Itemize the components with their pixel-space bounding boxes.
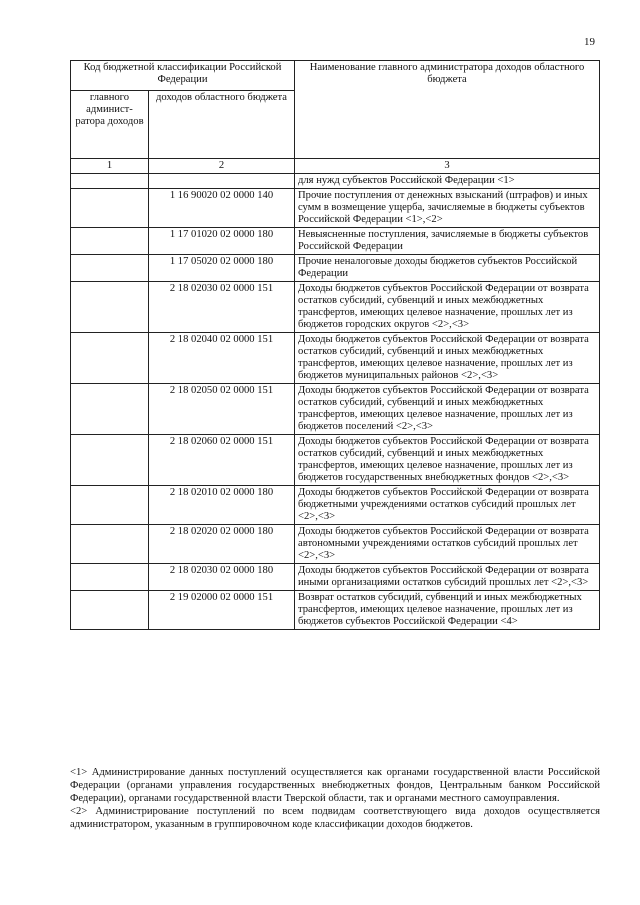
row-admin bbox=[71, 564, 149, 591]
row-name: Прочие неналоговые доходы бюджетов субъектов Российской Федерации bbox=[295, 255, 600, 282]
row-name: Доходы бюджетов субъектов Российской Федерации от возврата бюджетными учреждениями остатков субсидий прошлых лет <2>,<3> bbox=[295, 486, 600, 525]
col-number-3: 3 bbox=[295, 159, 600, 174]
row-name: для нужд субъектов Российской Федерации <1> bbox=[295, 174, 600, 189]
row-code: 2 18 02030 02 0000 151 bbox=[149, 282, 295, 333]
row-name: Доходы бюджетов субъектов Российской Федерации от возврата иными организациями остатков субсидий прошлых лет <2>,<3> bbox=[295, 564, 600, 591]
row-code: 2 18 02050 02 0000 151 bbox=[149, 384, 295, 435]
row-admin bbox=[71, 435, 149, 486]
row-code: 2 19 02000 02 0000 151 bbox=[149, 591, 295, 630]
row-admin bbox=[71, 282, 149, 333]
row-admin bbox=[71, 189, 149, 228]
row-name: Доходы бюджетов субъектов Российской Федерации от возврата остатков субсидий, субвенций и иных межбюджетных трансфертов, имеющих целевое назначение, прошлых лет из бюджетов государственных внебюджетных фондов <2>,<3> bbox=[295, 435, 600, 486]
footnote-1: <1> Администрирование данных поступлений осуществляется как органами государственной власти Российской Федерации (органами управления государственных внебюджетных фондов, Центральным банком Российской Федерации), органами государственной власти Тверской области, так и органами местного самоуправления. bbox=[70, 767, 600, 804]
row-name: Доходы бюджетов субъектов Российской Федерации от возврата остатков субсидий, субвенций и иных межбюджетных трансфертов, имеющих целевое назначение, прошлых лет из бюджетов поселений <2>,<3> bbox=[295, 384, 600, 435]
header-col3-name: Наименование главного администратора доходов областного бюджета bbox=[295, 61, 600, 159]
table-row bbox=[71, 435, 600, 486]
row-code: 1 17 05020 02 0000 180 bbox=[149, 255, 295, 282]
row-name: Возврат остатков субсидий, субвенций и иных межбюджетных трансфертов, имеющих целевое назначение, прошлых лет из бюджетов субъектов Российской Федерации <4> bbox=[295, 591, 600, 630]
row-code: 2 18 02060 02 0000 151 bbox=[149, 435, 295, 486]
table-row bbox=[71, 384, 600, 435]
row-code: 1 17 01020 02 0000 180 bbox=[149, 228, 295, 255]
row-admin bbox=[71, 174, 149, 189]
row-admin bbox=[71, 384, 149, 435]
row-name: Доходы бюджетов субъектов Российской Федерации от возврата остатков субсидий, субвенций и иных межбюджетных трансфертов, имеющих целевое назначение, прошлых лет из бюджетов муниципальных районов <2>,<3> bbox=[295, 333, 600, 384]
footnotes bbox=[70, 766, 600, 831]
table-row bbox=[71, 189, 600, 228]
row-name: Невыясненные поступления, зачисляемые в бюджеты субъектов Российской Федерации bbox=[295, 228, 600, 255]
col-number-2: 2 bbox=[149, 159, 295, 174]
page-number: 19 bbox=[584, 36, 595, 48]
row-admin bbox=[71, 333, 149, 384]
row-name: Прочие поступления от денежных взысканий (штрафов) и иных сумм в возмещение ущерба, зачисляемые в бюджеты субъектов Российской Федерации <1>,<2> bbox=[295, 189, 600, 228]
row-code: 1 16 90020 02 0000 140 bbox=[149, 189, 295, 228]
table-row bbox=[71, 282, 600, 333]
row-name: Доходы бюджетов субъектов Российской Федерации от возврата остатков субсидий, субвенций и иных межбюджетных трансфертов, имеющих целевое назначение, прошлых лет из бюджетов городских округов <2>,<3> bbox=[295, 282, 600, 333]
row-code: 2 18 02030 02 0000 180 bbox=[149, 564, 295, 591]
table-row bbox=[71, 525, 600, 564]
table-row bbox=[71, 591, 600, 630]
footnote-2: <2> Администрирование поступлений по всем подвидам соответствующего вида доходов осуществляется администратором, указанным в группировочном коде классификации доходов бюджетов. bbox=[70, 806, 600, 830]
table-row bbox=[71, 228, 600, 255]
header-group-title: Код бюджетной классификации Российской Федерации bbox=[71, 61, 295, 91]
table-row bbox=[71, 255, 600, 282]
row-admin bbox=[71, 525, 149, 564]
budget-classification-table bbox=[70, 60, 600, 630]
row-admin bbox=[71, 228, 149, 255]
row-code: 2 18 02040 02 0000 151 bbox=[149, 333, 295, 384]
table-row bbox=[71, 333, 600, 384]
row-name: Доходы бюджетов субъектов Российской Федерации от возврата автономными учреждениями остатков субсидий прошлых лет <2>,<3> bbox=[295, 525, 600, 564]
row-code: 2 18 02010 02 0000 180 bbox=[149, 486, 295, 525]
table-row bbox=[71, 174, 600, 189]
row-code: 2 18 02020 02 0000 180 bbox=[149, 525, 295, 564]
row-admin bbox=[71, 255, 149, 282]
header-col2-code: доходов областного бюджета bbox=[149, 91, 295, 159]
table-row bbox=[71, 564, 600, 591]
row-admin bbox=[71, 486, 149, 525]
col-number-1: 1 bbox=[71, 159, 149, 174]
table-row bbox=[71, 486, 600, 525]
row-code bbox=[149, 174, 295, 189]
row-admin bbox=[71, 591, 149, 630]
header-col1-admin: главного админист-ратора доходов bbox=[71, 91, 149, 159]
